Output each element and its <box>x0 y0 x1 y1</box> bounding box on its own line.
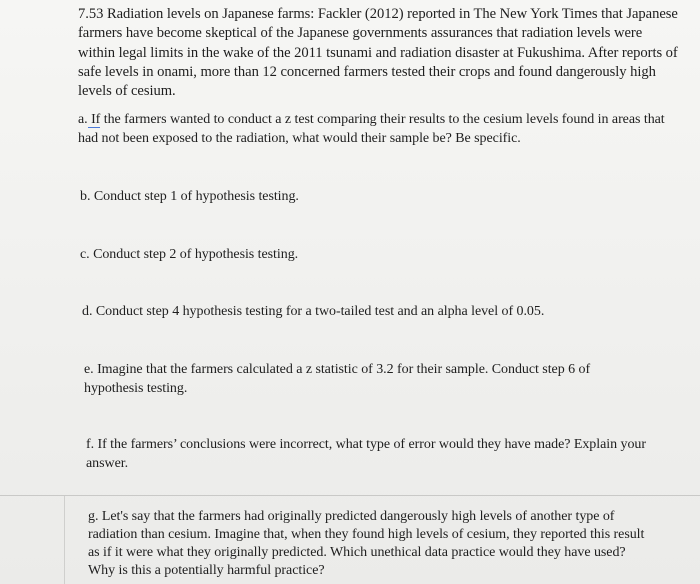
question-d: d. Conduct step 4 hypothesis testing for a two-tailed test and an alpha level of 0.05. <box>82 304 545 319</box>
question-g: g. Let's say that the farmers had originally predicted dangerously high levels of another type of radiation than cesium. Imagine that, when they found high levels of cesium, they reported this result as if it were what they originally predicted. Which unethical data practice would they have used? Why is this a potentially harmful practice? <box>88 509 645 578</box>
margin-line <box>64 496 65 584</box>
question-c: c. Conduct step 2 of hypothesis testing. <box>80 247 299 262</box>
question-a <box>78 111 678 148</box>
problem-intro: 7.53 Radiation levels on Japanese farms: Fackler (2012) reported in The New York Times that Japanese farmers have become skeptical of the Japanese governments assurances that radiation levels were within legal limits in the wake of the 2011 tsunami and radiation disaster at Fukushima. After reports of safe levels in onami, more than 12 concerned farmers tested their crops and found dangerously high levels of cesium. <box>78 6 678 100</box>
question-a-letter: a. <box>78 112 88 127</box>
question-e: e. Imagine that the farmers calculated a z statistic of 3.2 for their sample. Conduct step 6 of hypothesis testing. <box>84 362 591 396</box>
question-a-highlight: If <box>87 112 101 127</box>
question-b: b. Conduct step 1 of hypothesis testing. <box>80 189 299 204</box>
question-a-text: the farmers wanted to conduct a z test comparing their results to the cesium levels found in areas that had not been exposed to the radiation, what would their sample be? Be specific. <box>78 112 665 146</box>
section-divider <box>0 495 700 496</box>
question-f: f. If the farmers’ conclusions were incorrect, what type of error would they have made? Explain your answer. <box>86 437 646 471</box>
